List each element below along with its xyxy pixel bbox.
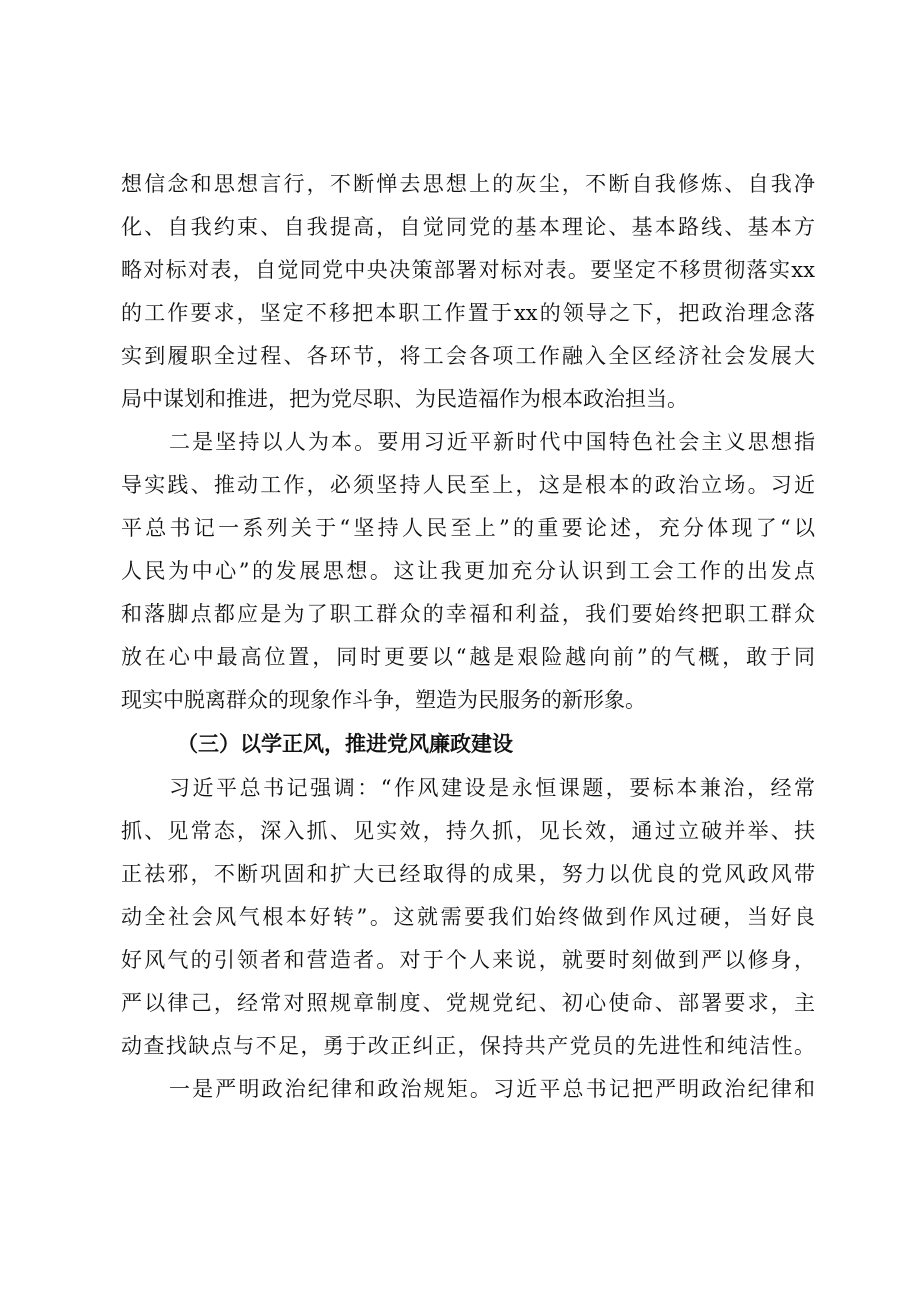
body-line-1: 想信念和思想言行，不断惮去思想上的灰尘，不断自我修炼、自我净 <box>121 172 815 196</box>
body-line-16: 抓、见常态，深入抓、见实效，持久抓，见长效，通过立破并举、扶 <box>121 819 815 843</box>
body-line-4: 的工作要求，坚定不移把本职工作置于xx的领导之下，把政治理念落 <box>121 301 815 325</box>
body-line-5: 实到履职全过程、各环节，将工会各项工作融入全区经济社会发展大 <box>121 344 815 368</box>
body-line-17: 正祛邪，不断巩固和扩大已经取得的成果，努力以优良的党风政风带 <box>121 862 815 886</box>
body-line-12: 放在心中最高位置，同时更要以“越是艰险越向前”的气概，敢于同 <box>121 645 815 669</box>
body-line-15: 习近平总书记强调：“作风建设是永恒课题，要标本兼治，经常 <box>169 776 815 800</box>
body-line-8: 导实践、推动工作，必须坚持人民至上，这是根本的政治立场。习近 <box>121 473 815 497</box>
body-line-21: 动查找缺点与不足，勇于改正纠正，保持共产党员的先进性和纯洁性。 <box>121 1034 815 1058</box>
body-line-18: 动全社会风气根本好转”。这就需要我们始终做到作风过硬，当好良 <box>121 905 815 929</box>
body-line-6: 局中谋划和推进，把为党尽职、为民造福作为根本政治担当。 <box>121 387 688 411</box>
section-heading: （三）以学正风，推进党风廉政建设 <box>177 732 513 756</box>
body-line-7: 二是坚持以人为本。要用习近平新时代中国特色社会主义思想指 <box>169 430 815 454</box>
body-line-11: 和落脚点都应是为了职工群众的幸福和利益，我们要始终把职工群众 <box>121 602 815 626</box>
body-line-20: 严以律己，经常对照规章制度、党规党纪、初心使命、部署要求，主 <box>121 991 815 1015</box>
body-line-10: 人民为中心”的发展思想。这让我更加充分认识到工会工作的出发点 <box>121 559 815 583</box>
body-line-19: 好风气的引领者和营造者。对于个人来说，就要时刻做到严以修身， <box>121 948 815 972</box>
body-line-13: 现实中脱离群众的现象作斗争，塑造为民服务的新形象。 <box>121 688 646 712</box>
body-line-22: 一是严明政治纪律和政治规矩。习近平总书记把严明政治纪律和 <box>169 1077 815 1101</box>
body-line-9: 平总书记一系列关于“坚持人民至上”的重要论述，充分体现了“以 <box>121 516 815 540</box>
body-line-2: 化、自我约束、自我提高，自觉同党的基本理论、基本路线、基本方 <box>121 215 815 239</box>
body-line-3: 略对标对表，自觉同党中央决策部署对标对表。要坚定不移贯彻落实xx <box>121 258 815 282</box>
